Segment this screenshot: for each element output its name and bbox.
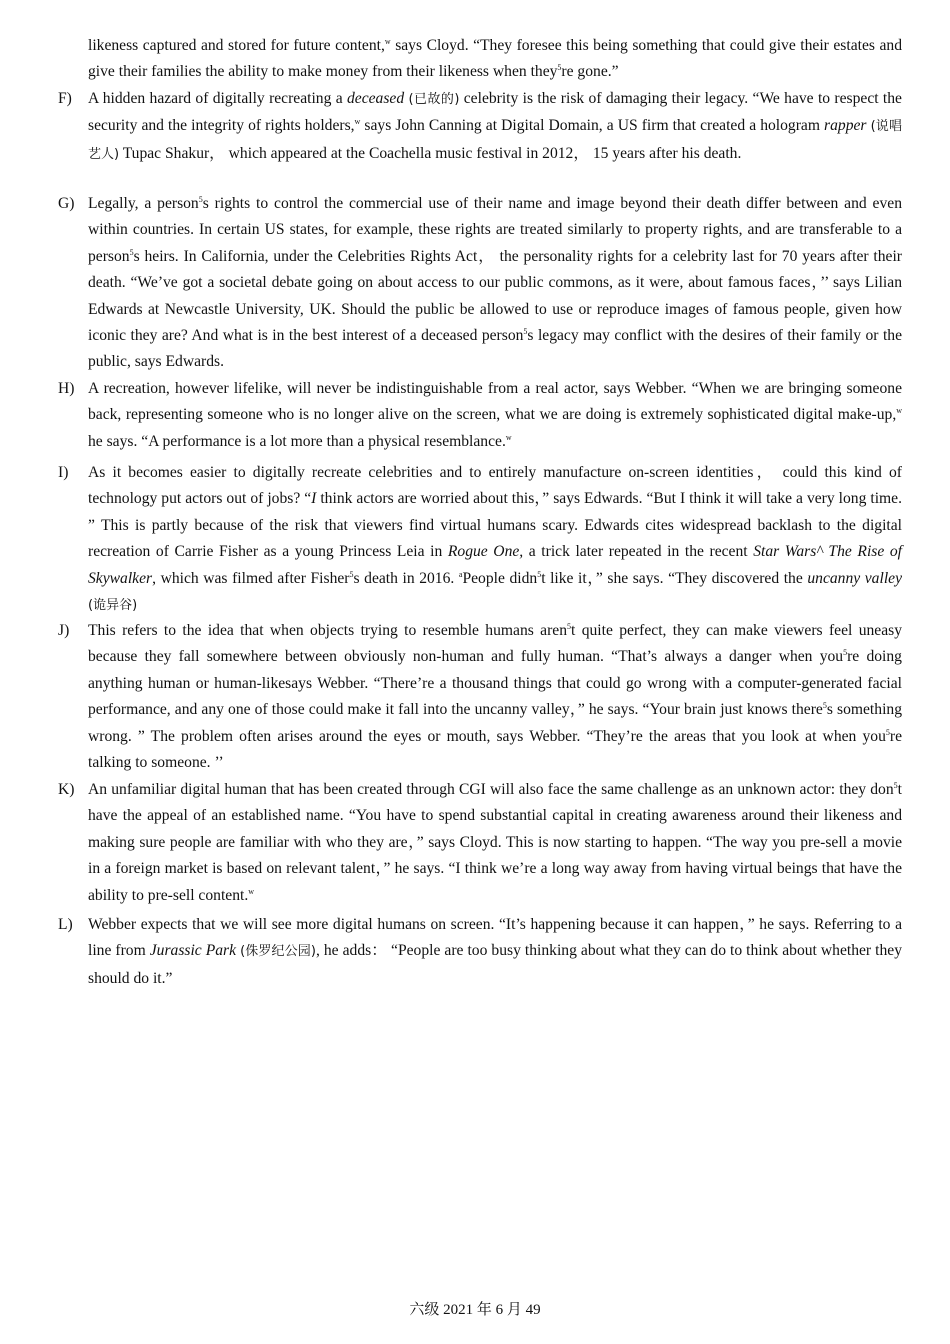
paragraph-k	[58, 777, 902, 909]
paragraph-text: Webber expects that we will see more digital humans on screen. “It’s happening because it can happen，” he says. Referring to a line from Jurassic Park (侏罗纪公园), he adds： “People are too busy thinking about what they can do to think about whether they should do it.”	[88, 916, 902, 987]
paragraph-label: G)	[58, 195, 75, 212]
paragraph-j	[58, 618, 902, 776]
page-footer: 六级 2021 年 6 月 49	[409, 1302, 541, 1318]
paragraph-label: K)	[58, 781, 75, 798]
paragraph-label: I)	[58, 464, 69, 481]
paragraph-label: F)	[58, 90, 72, 107]
paragraph-text: Legally, a person$^5$s rights to control the commercial use of their name and image beyond their death differ between and even within countries. In certain US states, for example, these rights are treated similarly to property rights, and are transferable to a person$^5$s heirs. In California, under the Celebrities Rights Act， the personality rights for a celebrity last for 70 years after their death. “We’ve got a societal debate going on about access to our public commons, as it were, about famous faces，’’ says Lilian Edwards at Newcastle University, UK. Should the public be allowed to use or reproduce images of famous people, given how iconic they are? And what is in the best interest of a deceased person$^5$s legacy may conflict with the desires of their family or the public, says Edwards.	[88, 194, 902, 371]
paragraph-f	[58, 86, 902, 168]
paragraph-text: A recreation, however lifelike, will never be indistinguishable from a real actor, says Webber. “When we are bringing someone back, representing someone who is no longer alive on the screen, what we are doing is extremely sophisticated digital make-up,$^w$ he says. “A performance is a lot more than a physical resemblance.$^w$	[88, 380, 902, 450]
paragraph-h	[58, 376, 902, 455]
paragraph-e-continued	[58, 33, 902, 86]
paragraph-text: A hidden hazard of digitally recreating a deceased (已故的) celebrity is the risk of damaging their legacy. “We have to respect the security and the integrity of rights holders,$^w$ says John Canning at Digital Domain, a US firm that created a hologram rapper (说唱艺人) Tupac Shakur， which appeared at the Coachella music festival in 2012， 15 years after his death.	[88, 90, 902, 162]
paragraph-label: H)	[58, 380, 75, 397]
paragraph-text: likeness captured and stored for future content,$^w$ says Cloyd. “They foresee this being something that could give their estates and give their families the ability to make money from their likeness when they$^5$re gone.”	[88, 36, 902, 81]
paragraph-i	[58, 460, 902, 619]
paragraph-l	[58, 912, 902, 992]
paragraph-text: This refers to the idea that when objects trying to resemble humans aren$^5$t quite perfect, they can make viewers feel uneasy because they fall somewhere between obviously non-human and fully human. “That’s always a danger when you$^5$re doing anything human or human-likesays Webber. “There’re a thousand things that could go wrong with a computer-generated facial performance, and any one of those could make it fall into the uncanny valley，” he says. “Your brain just knows there$^5$s something wrong. ” The problem often arises around the eyes or mouth, says Webber. “They’re the areas that you look at when you$^5$re talking to someone. ’’	[88, 621, 902, 772]
paragraph-text: An unfamiliar digital human that has been created through CGI will also face the same challenge as an unknown actor: they don$^5$t have the appeal of an established name. “You have to spend substantial capital in creating awareness around their likeness and making sure people are familiar with who they are，” says Cloyd. This is now starting to happen. “The way you pre-sell a movie in a foreign market is based on relevant talent，” he says. “I think we’re a long way away from having virtual beings that have the ability to pre-sell content.$^w$	[88, 780, 902, 904]
paragraph-g	[58, 191, 902, 376]
paragraph-label: J)	[58, 622, 70, 639]
paragraph-label: L)	[58, 916, 73, 933]
paragraph-text: As it becomes easier to digitally recreate celebrities and to entirely manufacture on-screen identities， could this kind of technology put actors out of jobs? “I think actors are worried about this，” says Edwards. “But I think it will take a very long time. ” This is partly because of the risk that viewers find virtual humans scary. Edwards cites widespread backlash to the digital recreation of Carrie Fisher as a young Princess Leia in Rogue One, a trick later repeated in the recent Star Wars^ The Rise of Skywalker, which was filmed after Fisher$^5$s death in 2016. $^a$People didn$^5$t like it，” she says. “They discovered the uncanny valley (诡异谷)	[88, 464, 902, 614]
